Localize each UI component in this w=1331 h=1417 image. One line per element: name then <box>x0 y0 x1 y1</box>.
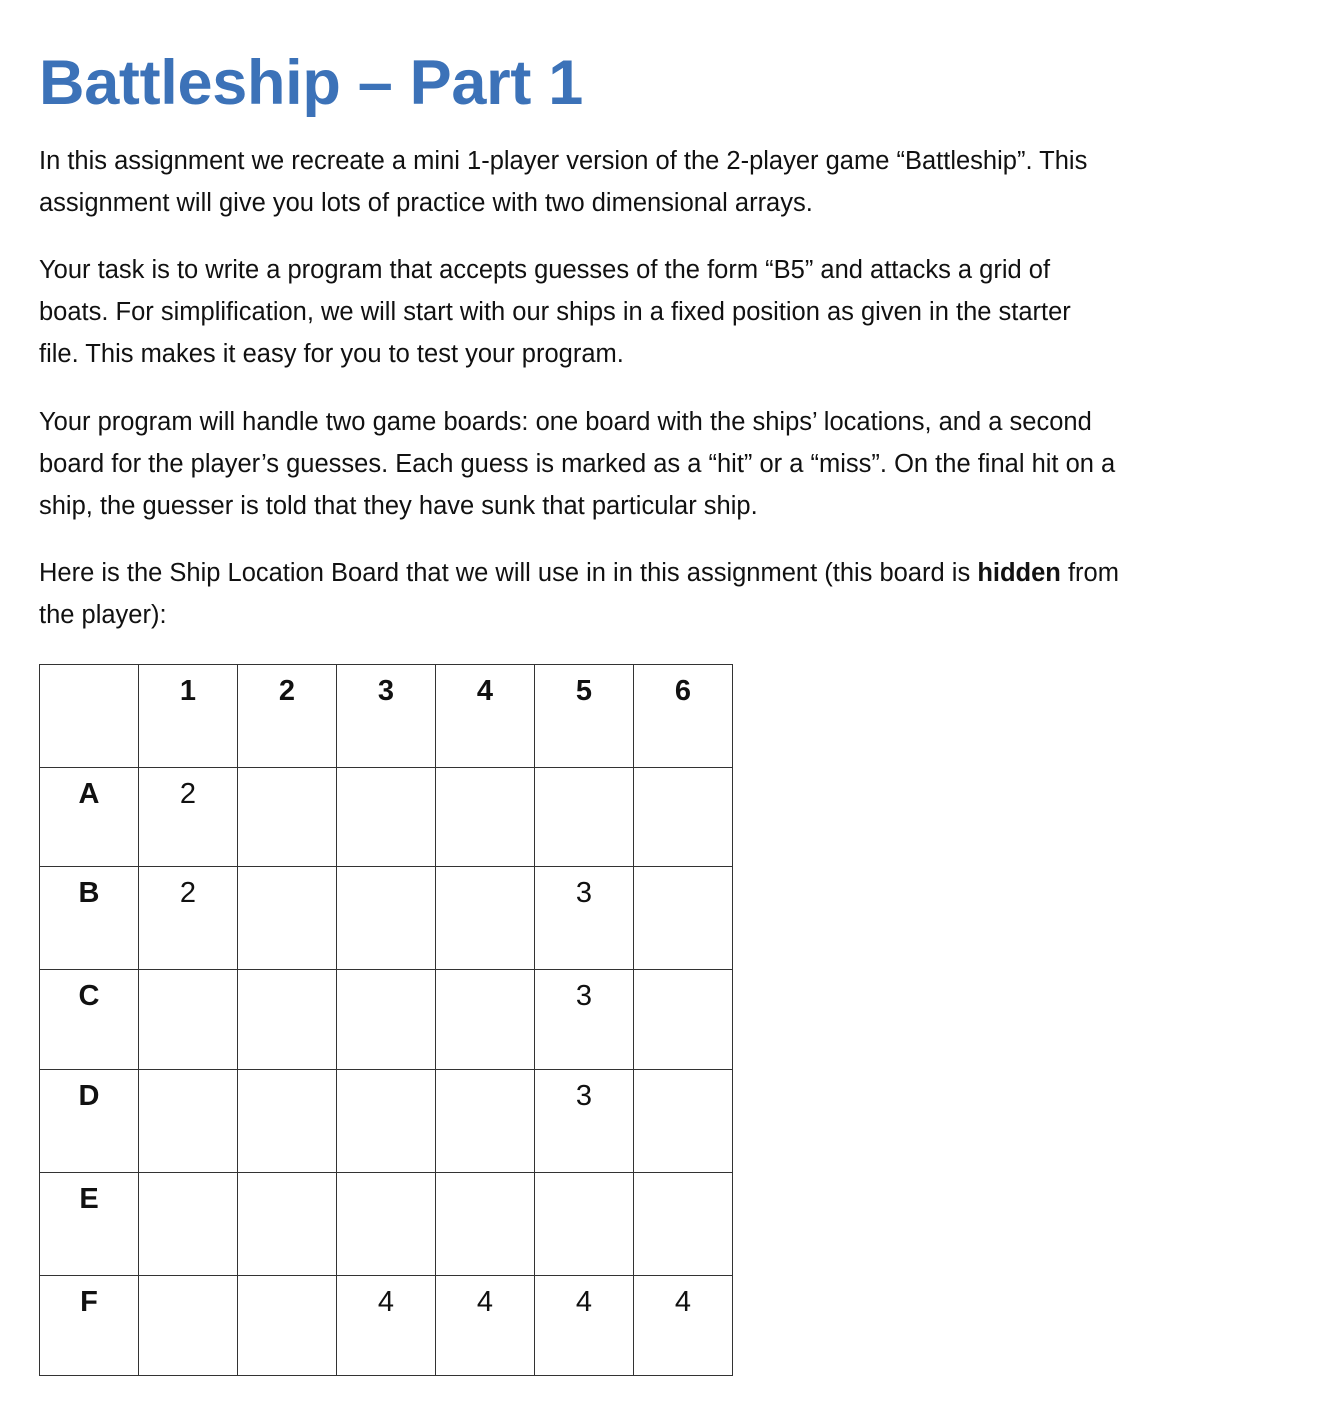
board-corner-cell <box>40 665 139 768</box>
board-cell <box>238 1173 337 1276</box>
row-header: D <box>40 1070 139 1173</box>
board-cell <box>337 1070 436 1173</box>
text-line: the player): <box>39 601 167 629</box>
board-cell: 4 <box>337 1276 436 1376</box>
column-header: 1 <box>139 665 238 768</box>
board-cell: 3 <box>535 1070 634 1173</box>
row-header: B <box>40 867 139 970</box>
column-header: 6 <box>634 665 733 768</box>
board-row <box>40 768 733 867</box>
bold-hidden-word: hidden <box>977 559 1061 587</box>
row-header: E <box>40 1173 139 1276</box>
column-header: 4 <box>436 665 535 768</box>
row-header: C <box>40 970 139 1070</box>
board-intro-paragraph <box>39 552 1279 636</box>
board-cell <box>139 1070 238 1173</box>
board-cell <box>436 1173 535 1276</box>
board-cell: 4 <box>535 1276 634 1376</box>
text-line: board for the player’s guesses. Each guess is marked as a “hit” or a “miss”. On the final hit on a <box>39 450 1116 478</box>
board-row <box>40 970 733 1070</box>
board-cell: 2 <box>139 768 238 867</box>
text-run: Here is the Ship Location Board that we will use in in this assignment (this board is <box>39 559 978 587</box>
board-cell <box>436 768 535 867</box>
text-line: In this assignment we recreate a mini 1-player version of the 2-player game “Battleship”. This <box>39 147 1088 175</box>
board-cell <box>634 1070 733 1173</box>
board-cell <box>337 768 436 867</box>
text-line: ship, the guesser is told that they have sunk that particular ship. <box>39 492 758 520</box>
intro-paragraph <box>39 140 1279 224</box>
board-cell <box>436 970 535 1070</box>
board-cell: 4 <box>634 1276 733 1376</box>
board-cell <box>238 1276 337 1376</box>
board-cell: 3 <box>535 867 634 970</box>
board-cell <box>139 1276 238 1376</box>
board-cell: 4 <box>436 1276 535 1376</box>
task-paragraph <box>39 249 1279 375</box>
text-line: file. This makes it easy for you to test your program. <box>39 340 624 368</box>
board-row <box>40 1173 733 1276</box>
board-cell <box>337 867 436 970</box>
board-cell <box>238 768 337 867</box>
board-cell <box>436 1070 535 1173</box>
text-line <box>39 552 1279 594</box>
board-cell <box>238 970 337 1070</box>
document-title: Battleship – Part 1 <box>39 48 583 118</box>
text-run: from <box>1060 559 1119 587</box>
board-cell <box>139 1173 238 1276</box>
board-header-row <box>40 665 733 768</box>
board-cell: 2 <box>139 867 238 970</box>
text-line: assignment will give you lots of practice with two dimensional arrays. <box>39 189 813 217</box>
board-cell <box>436 867 535 970</box>
column-header: 3 <box>337 665 436 768</box>
ship-location-board <box>39 664 733 1376</box>
column-header: 5 <box>535 665 634 768</box>
board-row <box>40 1070 733 1173</box>
board-row <box>40 867 733 970</box>
board-cell <box>337 1173 436 1276</box>
board-cell <box>634 970 733 1070</box>
board-cell: 3 <box>535 970 634 1070</box>
board-cell <box>238 867 337 970</box>
text-line: Your task is to write a program that accepts guesses of the form “B5” and attacks a grid of <box>39 256 1051 284</box>
board-cell <box>139 970 238 1070</box>
board-cell <box>634 867 733 970</box>
board-cell <box>238 1070 337 1173</box>
board-cell <box>337 970 436 1070</box>
row-header: F <box>40 1276 139 1376</box>
column-header: 2 <box>238 665 337 768</box>
row-header: A <box>40 768 139 867</box>
board-cell <box>634 1173 733 1276</box>
boards-paragraph <box>39 401 1279 527</box>
text-line: boats. For simplification, we will start with our ships in a fixed position as given in the starter <box>39 298 1071 326</box>
text-line: Your program will handle two game boards: one board with the ships’ locations, and a second <box>39 408 1092 436</box>
board-cell <box>634 768 733 867</box>
board-cell <box>535 768 634 867</box>
board-row <box>40 1276 733 1376</box>
board-cell <box>535 1173 634 1276</box>
